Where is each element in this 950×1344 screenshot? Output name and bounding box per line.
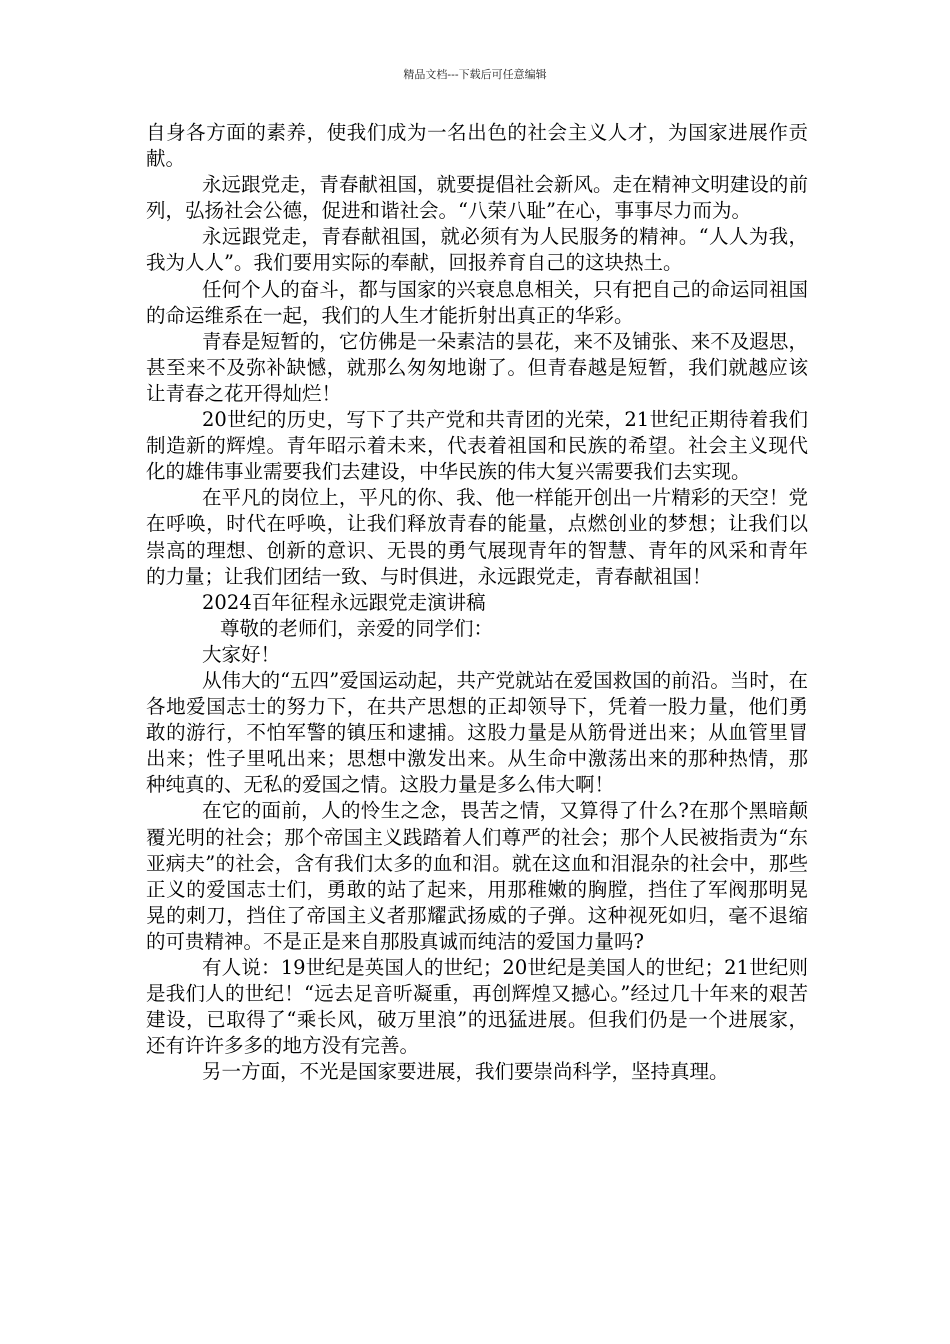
greeting: 大家好！ — [202, 642, 281, 666]
paragraph: 从伟大的“五四”爱国运动起，共产党就站在爱国救国的前沿。当时，在各地爱国志士的努力下，在共产思想的正却领导下，凭着一股力量，他们勇敢的游行，不怕军警的镇压和逮捕。这股力量是从筋骨迸出来；从血管里冒出来；性子里吼出来；思想中激发出来。从生命中激荡出来的那种热情，那种纯真的、无私的爱国之情。这股力量是多么伟大啊！ — [146, 668, 808, 797]
paragraph: 永远跟党走，青春献祖国，就要提倡社会新风。走在精神文明建设的前列，弘扬社会公德，促进和谐社会。“八荣八耻”在心，事事尽力而为。 — [146, 173, 808, 223]
paragraph: 有人说：19世纪是英国人的世纪；20世纪是美国人的世纪；21世纪则是我们人的世纪！“远去足音听凝重，再创辉煌又撼心。”经过几十年来的艰苦建设，已取得了“乘长风，破万里浪”的迅猛进展。但我们仍是一个进展家，还有许许多多的地方没有完善。 — [146, 956, 808, 1058]
paragraph: 青春是短暂的，它仿佛是一朵素洁的昙花，来不及铺张、来不及遐思，甚至来不及弥补缺憾，就那么匆匆地谢了。但青春越是短暂，我们就越应该让青春之花开得灿烂！ — [146, 329, 808, 405]
paragraph: 任何个人的奋斗，都与国家的兴衰息息相关，只有把自己的命运同祖国的命运维系在一起，我们的人生才能折射出真正的华彩。 — [146, 277, 808, 327]
paragraph: 20世纪的历史，写下了共产党和共青团的光荣，21世纪正期待着我们制造新的辉煌。青年昭示着未来，代表着祖国和民族的希望。社会主义现代化的雄伟事业需要我们去建设，中华民族的伟大复兴需要我们去实现。 — [146, 408, 808, 484]
salutation: 尊敬的老师们，亲爱的同学们： — [220, 616, 494, 640]
document-body — [146, 120, 808, 1085]
paragraph: 永远跟党走，青春献祖国，就必须有为人民服务的精神。“人人为我，我为人人”。我们要用实际的奉献，回报养育自己的这块热土。 — [146, 225, 808, 275]
paragraph: 在平凡的岗位上，平凡的你、我、他一样能开创出一片精彩的天空！党在呼唤，时代在呼唤，让我们释放青春的能量，点燃创业的梦想；让我们以崇高的理想、创新的意识、无畏的勇气展现青年的智慧、青年的风采和青年的力量；让我们团结一致、与时俱进，永远跟党走，青春献祖国！ — [146, 486, 808, 588]
paragraph: 另一方面，不光是国家要进展，我们要崇尚科学，坚持真理。 — [202, 1060, 729, 1084]
paragraph: 自身各方面的素养，使我们成为一名出色的社会主义人才，为国家进展作贡献。 — [146, 121, 808, 171]
paragraph: 在它的面前，人的怜生之念，畏苦之情，又算得了什么?在那个黑暗颠覆光明的社会；那个帝国主义践踏着人们尊严的社会；那个人民被指责为“东亚病夫”的社会，含有我们太多的血和泪。就在这血和泪混杂的社会中，那些正义的爱国志士们，勇敢的站了起来，用那稚嫩的胸膛，挡住了军阀那明晃晃的刺刀，挡住了帝国主义者那耀武扬威的子弹。这种视死如归，毫不退缩的可贵精神。不是正是来自那股真诚而纯洁的爱国力量吗? — [146, 799, 808, 953]
speech-title: 2024百年征程永远跟党走演讲稿 — [202, 590, 486, 614]
page-header: 精品文档---下载后可任意编辑 — [403, 68, 547, 81]
